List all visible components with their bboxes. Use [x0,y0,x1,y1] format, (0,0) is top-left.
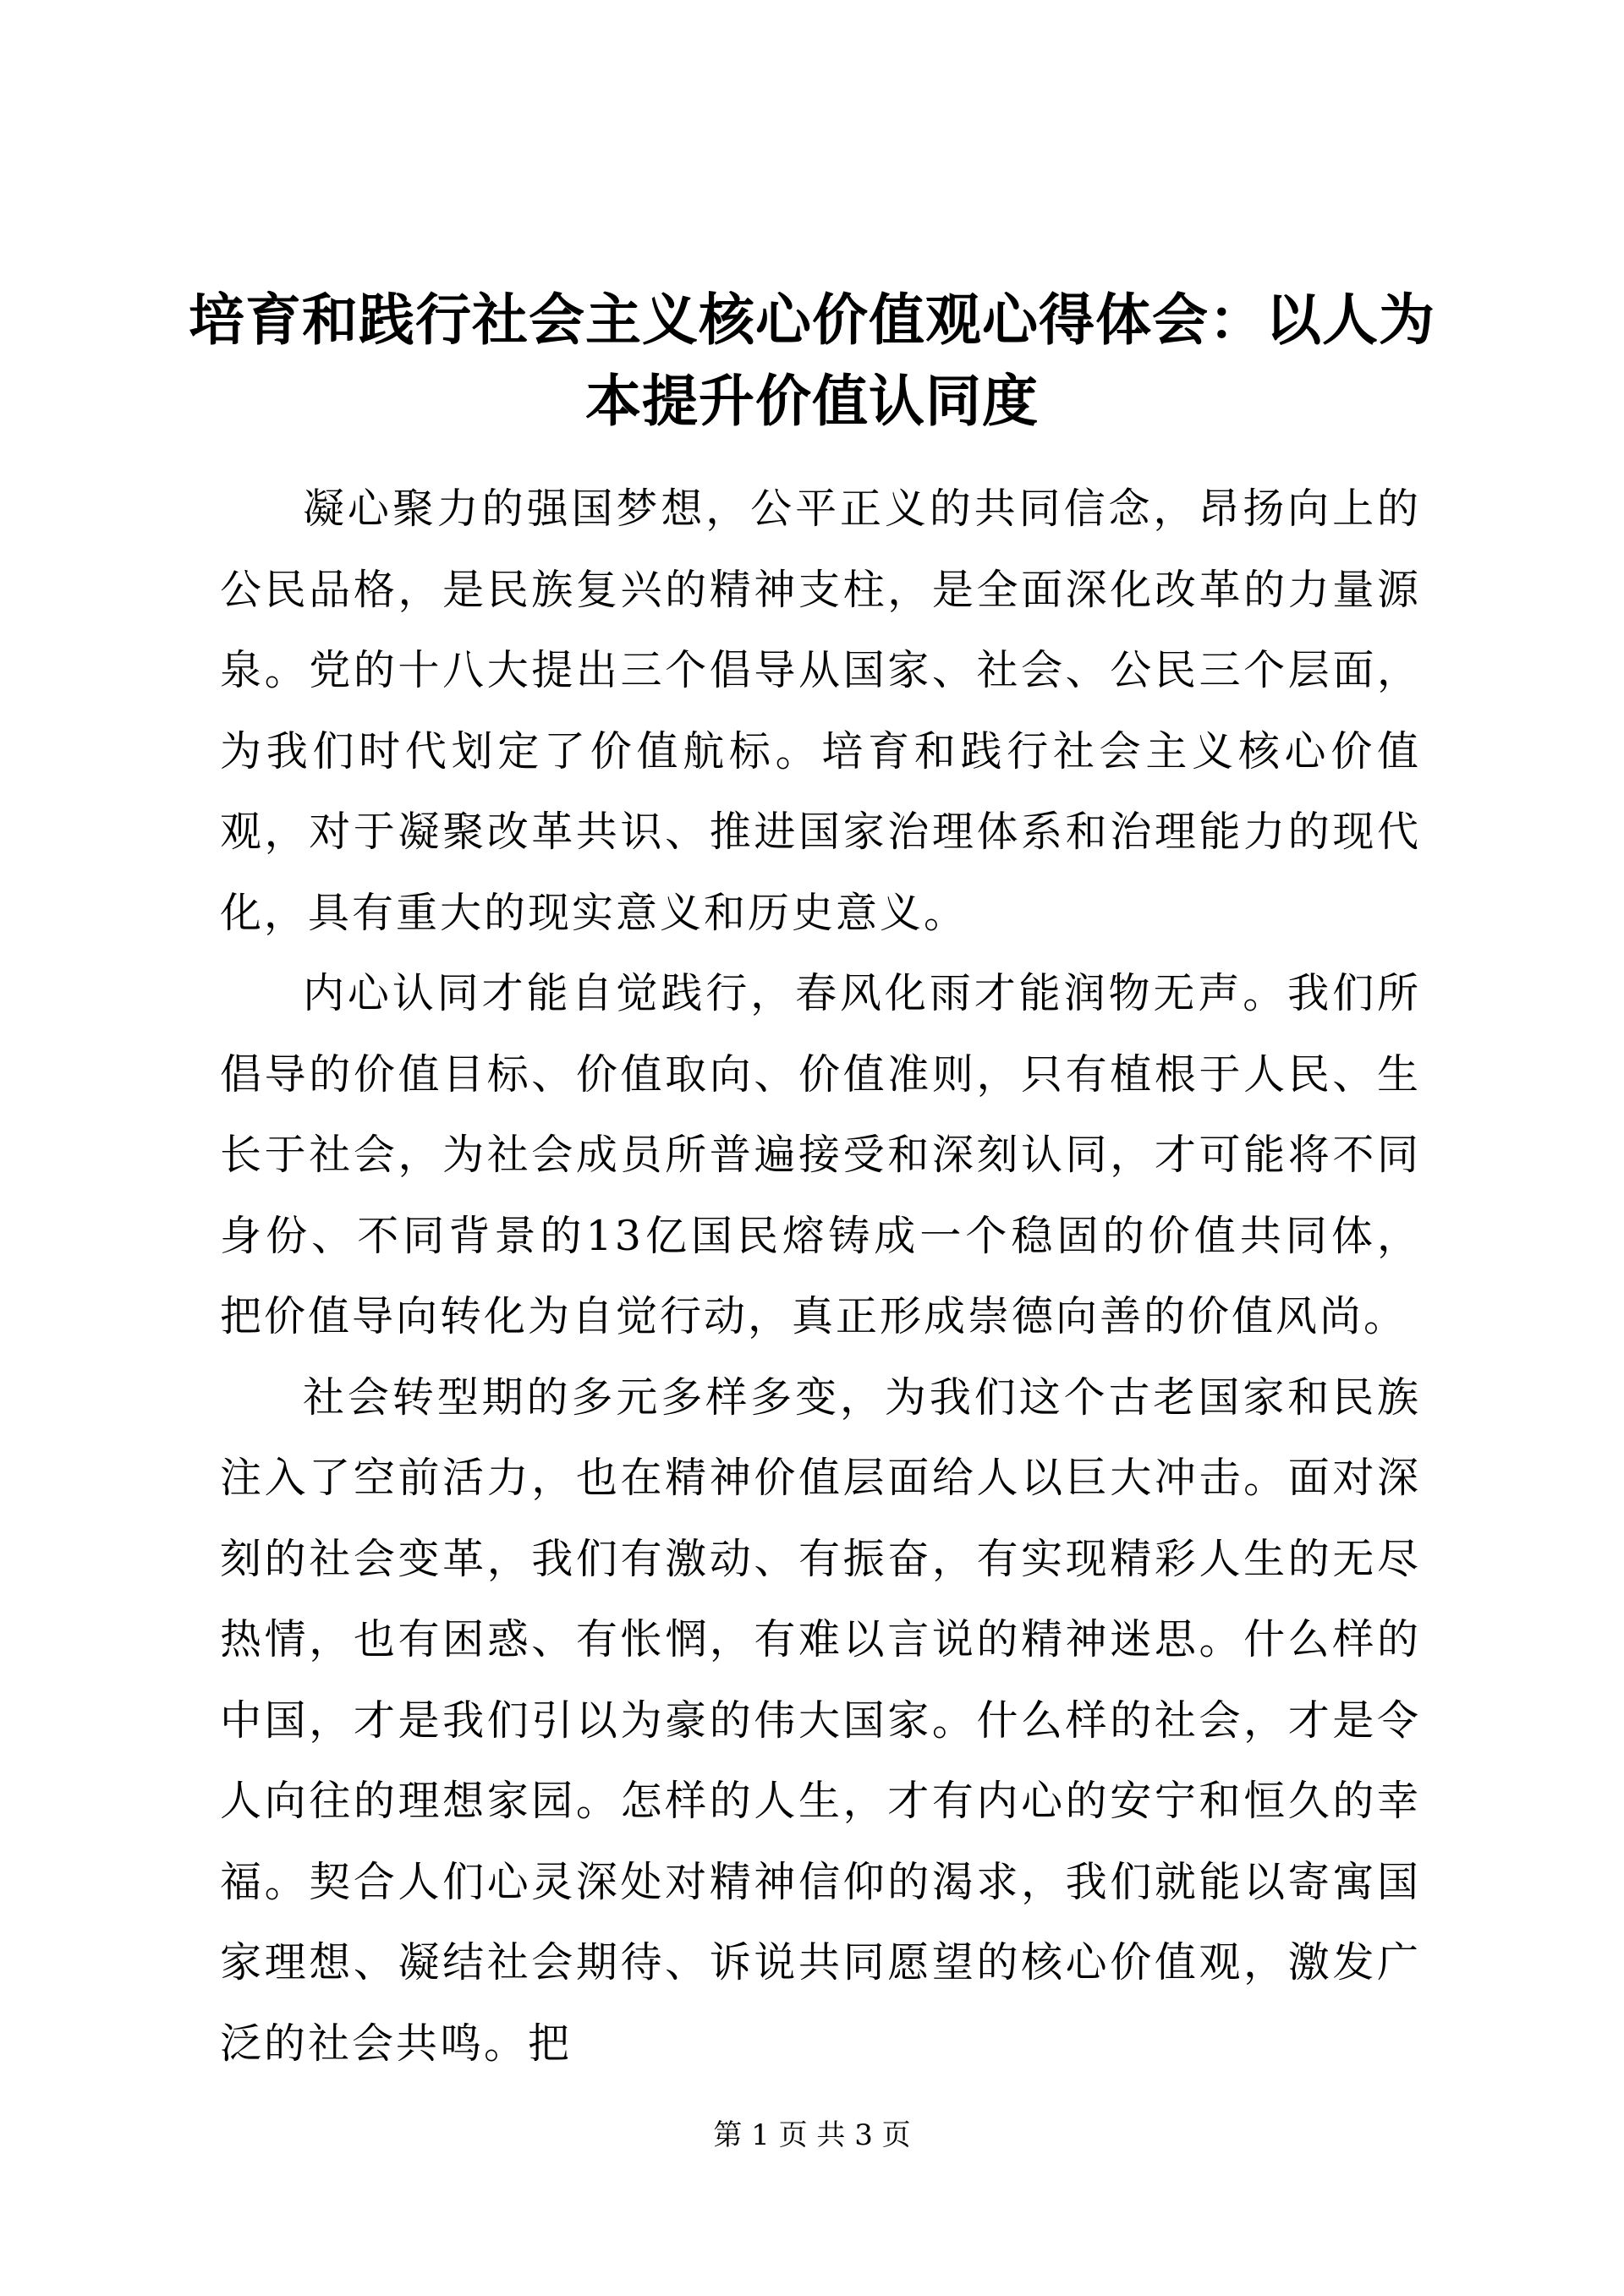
document-body [220,469,1421,2084]
paragraph-3: 社会转型期的多元多样多变，为我们这个古老国家和民族注入了空前活力，也在精神价值层面给人以巨大冲击。面对深刻的社会变革，我们有激动、有振奋，有实现精彩人生的无尽热情，也有困惑、有怅惘，有难以言说的精神迷思。什么样的中国，才是我们引以为豪的伟大国家。什么样的社会，才是令人向往的理想家园。怎样的人生，才有内心的安宁和恒久的幸福。契合人们心灵深处对精神信仰的渴求，我们就能以寄寓国家理想、凝结社会期待、诉说共同愿望的核心价值观，激发广泛的社会共鸣。把 [220,1373,1421,2068]
paragraph-2: 内心认同才能自觉践行，春风化雨才能润物无声。我们所倡导的价值目标、价值取向、价值准则，只有植根于人民、生长于社会，为社会成员所普遍接受和深刻认同，才可能将不同身份、不同背景的13亿国民熔铸成一个稳固的价值共同体，把价值导向转化为自觉行动，真正形成崇德向善的价值风尚。 [220,969,1421,1340]
paragraph-1: 凝心聚力的强国梦想，公平正义的共同信念，昂扬向上的公民品格，是民族复兴的精神支柱，是全面深化改革的力量源泉。党的十八大提出三个倡导从国家、社会、公民三个层面，为我们时代划定了价值航标。培育和践行社会主义核心价值观，对于凝聚改革共识、推进国家治理体系和治理能力的现代化，具有重大的现实意义和历史意义。 [220,485,1421,937]
document-title: 培育和践行社会主义核心价值观心得体会：以人为本提升价值认同度 [189,287,1435,434]
page-footer: 第 1 页 共 3 页 [713,2118,911,2152]
